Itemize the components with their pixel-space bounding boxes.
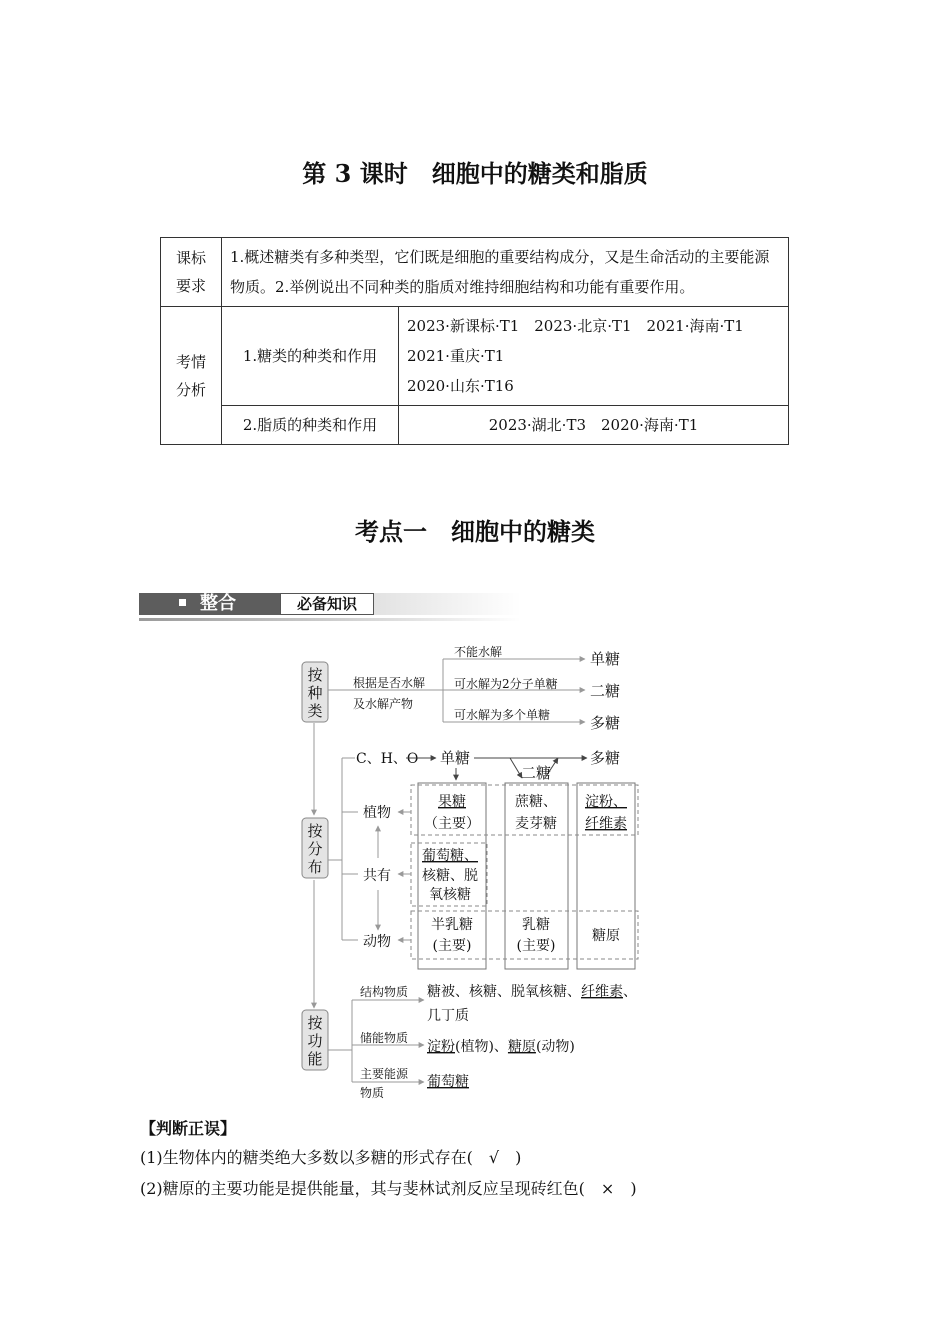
sugar-classification-diagram — [290, 640, 650, 1105]
std-text: 1.概述糖类有多种类型，它们既是细胞的重要结构成分，又是生命活动的主要能源物质。2.举例说出不同种类的脂质对维持细胞结构和功能有重要作用。 — [222, 238, 789, 307]
type-result-3: 多糖 — [590, 714, 621, 732]
judge-heading: 【判断正误】 — [140, 1119, 237, 1138]
type-result-1: 单糖 — [590, 650, 621, 668]
func-type-3b: 物质 — [360, 1086, 385, 1100]
plant-mono: 果糖 — [438, 794, 466, 810]
row-animal: 动物 — [363, 934, 391, 950]
judge-item-2: (2)糖原的主要功能是提供能量，其与斐林试剂反应呈现砖红色( × ) — [140, 1179, 637, 1198]
topic-1: 1.糖类的种类和作用 — [222, 307, 399, 406]
by-dist-char: 按 — [307, 822, 323, 840]
plant-poly-1: 淀粉、 — [585, 794, 627, 810]
common-mono-2: 核糖、脱 — [422, 868, 478, 884]
animal-poly: 糖原 — [592, 928, 620, 944]
plant-di-2: 麦芽糖 — [515, 816, 557, 832]
animal-mono-2: (主要) — [432, 938, 472, 954]
square-icon — [179, 599, 186, 606]
type-cond-3: 可水解为多个单糖 — [454, 708, 551, 722]
func-type-1: 结构物质 — [360, 985, 409, 999]
type-cond-1: 不能水解 — [454, 645, 503, 659]
ref-line: 2020·山东·T16 — [407, 377, 514, 395]
type-cond-2: 可水解为2分子单糖 — [454, 677, 558, 691]
ref-line: 2021·重庆·T1 — [407, 347, 505, 365]
by-func-char: 按 — [307, 1014, 323, 1032]
banner-sub: 必备知识 — [280, 593, 374, 615]
storage-content: 淀粉(植物)、糖原(动物) — [427, 1039, 575, 1055]
by-function-group — [302, 983, 637, 1100]
func-type-3a: 主要能源 — [360, 1067, 409, 1081]
std-label: 课标要求 — [161, 238, 222, 307]
ref-line: 2023·新课标·T1 2023·北京·T1 2021·海南·T1 — [407, 317, 744, 335]
by-type-char: 按 — [307, 666, 323, 684]
plant-mono-note: （主要） — [424, 816, 480, 832]
header-poly: 多糖 — [590, 749, 621, 767]
func-type-2: 储能物质 — [360, 1031, 409, 1045]
banner-main: 整合 — [139, 593, 281, 615]
animal-di-2: (主要) — [516, 938, 556, 954]
structural-content: 糖被、核糖、脱氧核糖、纤维素、 — [427, 984, 637, 1000]
by-dist-char: 布 — [307, 858, 323, 876]
requirements-table — [160, 237, 789, 445]
header-di: 二糖 — [521, 764, 552, 782]
by-type-char: 种 — [307, 684, 323, 702]
type-criterion-2: 及水解产物 — [353, 697, 414, 711]
page-title: 第 3 课时 细胞中的糖类和脂质 — [302, 159, 648, 188]
type-result-2: 二糖 — [590, 682, 621, 700]
structural-content-2: 几丁质 — [427, 1008, 469, 1024]
row-common: 共有 — [363, 868, 391, 884]
by-func-char: 能 — [307, 1050, 323, 1068]
plant-poly-2: 纤维素 — [585, 816, 627, 832]
animal-mono-1: 半乳糖 — [431, 917, 473, 933]
section-title: 考点一 细胞中的糖类 — [355, 517, 595, 546]
animal-di-1: 乳糖 — [522, 917, 550, 933]
type-criterion-1: 根据是否水解 — [353, 676, 426, 690]
topic-2: 2.脂质的种类和作用 — [222, 406, 399, 445]
row-plant: 植物 — [363, 805, 391, 821]
plant-di-1: 蔗糖、 — [515, 794, 557, 810]
elements-label: C、H、O — [356, 751, 419, 767]
by-dist-char: 分 — [307, 840, 323, 858]
header-mono: 单糖 — [440, 749, 471, 767]
energy-content: 葡萄糖 — [427, 1074, 469, 1090]
common-mono-1: 葡萄糖、 — [422, 848, 478, 864]
common-mono-3: 氧核糖 — [429, 887, 471, 903]
banner-rule — [139, 618, 521, 621]
exam-label: 考情分析 — [161, 307, 222, 445]
by-type-group — [302, 644, 620, 732]
by-func-char: 功 — [307, 1032, 323, 1050]
topic-1-refs — [399, 307, 789, 406]
topic-2-refs: 2023·湖北·T3 2020·海南·T1 — [399, 406, 789, 445]
by-type-char: 类 — [307, 702, 323, 720]
by-distribution-group — [302, 749, 638, 969]
section-banner — [139, 593, 521, 621]
judge-item-1: (1)生物体内的糖类绝大多数以多糖的形式存在( √ ) — [140, 1148, 522, 1167]
